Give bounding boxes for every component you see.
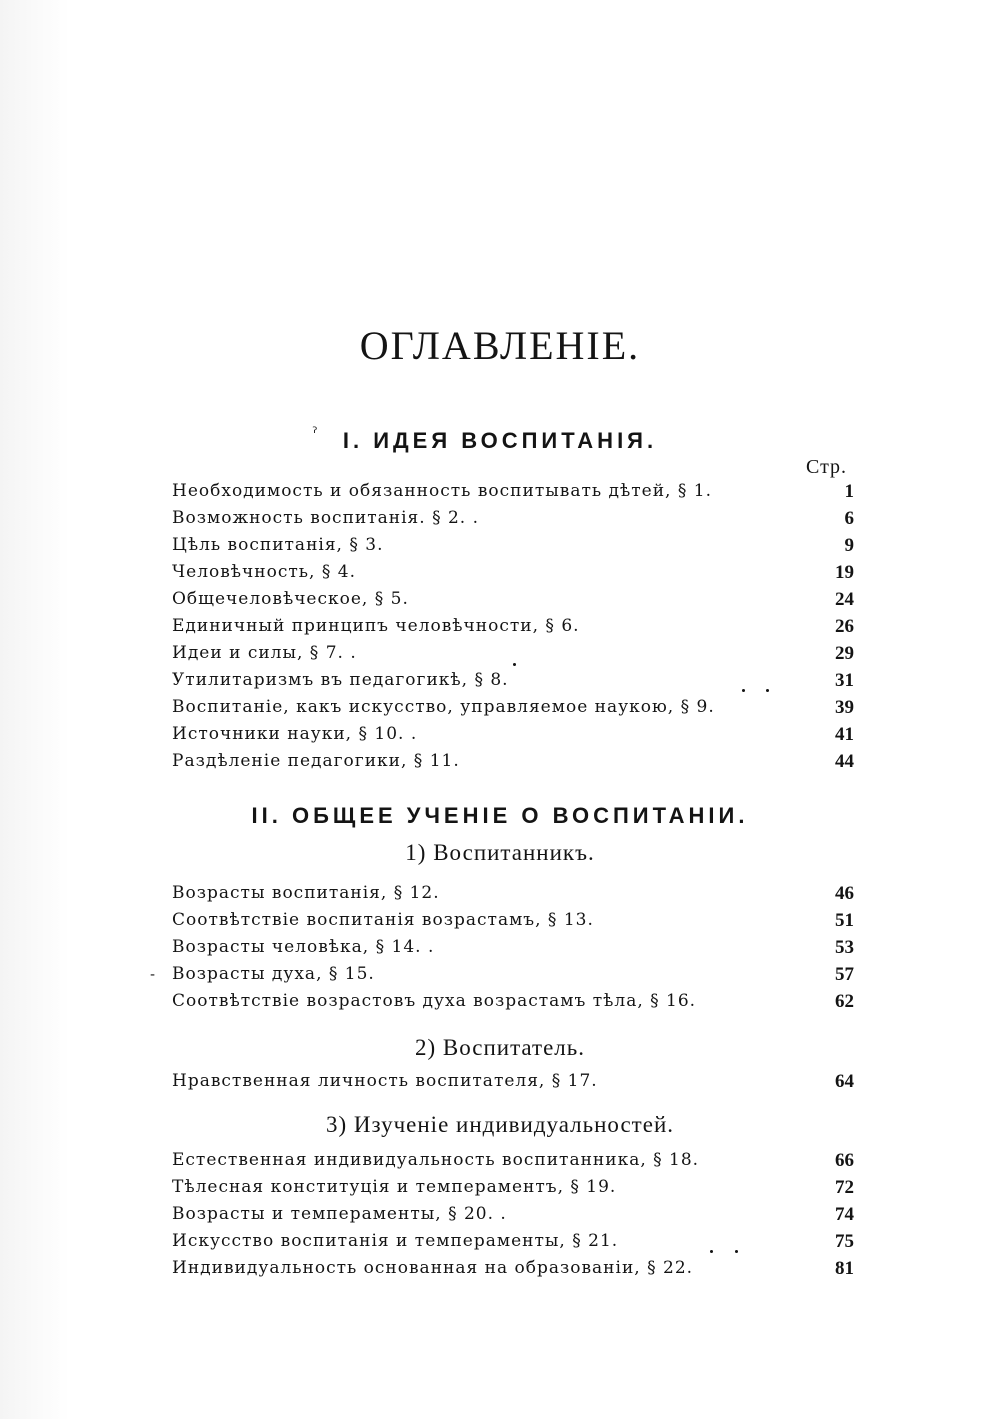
toc-entry-page: 19: [835, 562, 854, 583]
toc-entry-title: Возможность воспитанія. § 2. .: [172, 508, 480, 528]
toc-entry-title: Естественная индивидуальность воспитанника, § 18.: [172, 1150, 700, 1170]
toc-entry-page: 24: [835, 589, 854, 610]
toc-entry[interactable]: [172, 724, 862, 748]
toc-entry-title: Возрасты духа, § 15.: [172, 964, 375, 984]
toc-entry-page: 46: [835, 883, 854, 904]
section-heading: 3) Изученіе индивидуальностей.: [325, 1112, 675, 1137]
toc-entry-page: 72: [835, 1177, 854, 1198]
toc-entry-page: 44: [835, 751, 854, 772]
leader-dot: [735, 1250, 738, 1253]
toc-entry-page: 39: [835, 697, 854, 718]
toc-entry-title: Искусство воспитанія и темпераменты, § 21.: [172, 1231, 619, 1251]
toc-entry-title: Единичный принципъ человѣчности, § 6.: [172, 616, 580, 636]
margin-mark: ˀ: [312, 424, 318, 442]
toc-entry-page: 75: [835, 1231, 854, 1252]
toc-entry[interactable]: [172, 937, 862, 961]
leader-dot: [742, 689, 745, 692]
toc-entry-title: Общечеловѣческое, § 5.: [172, 589, 409, 609]
margin-dash: -: [150, 967, 156, 983]
page-column-label: Стр.: [806, 456, 848, 478]
part-2-heading: II. ОБЩЕЕ УЧЕНІЕ О ВОСПИТАНІИ.: [251, 803, 749, 828]
toc-entry-title: Человѣчность, § 4.: [172, 562, 356, 582]
toc-entry-title: Идеи и силы, § 7. .: [172, 643, 357, 663]
toc-entry-page: 1: [844, 481, 854, 502]
toc-entry-page: 6: [844, 508, 854, 529]
toc-entry-page: 74: [835, 1204, 854, 1225]
toc-entry[interactable]: [172, 910, 862, 934]
toc-entry-page: 64: [835, 1071, 854, 1092]
toc-entry-title: Воспитаніе, какъ искусство, управляемое наукою, § 9.: [172, 697, 715, 717]
toc-entry[interactable]: [172, 535, 862, 559]
toc-entry-title: Тѣлесная конституція и темпераментъ, § 19.: [172, 1177, 617, 1197]
toc-entry-page: 53: [835, 937, 854, 958]
toc-entry[interactable]: [172, 616, 862, 640]
toc-entry-title: Соотвѣтствіе воспитанія возрастамъ, § 13.: [172, 910, 594, 930]
toc-entry[interactable]: [172, 589, 862, 613]
toc-entry[interactable]: [172, 883, 862, 907]
toc-entry[interactable]: [172, 1150, 862, 1174]
toc-entry[interactable]: [172, 643, 862, 667]
toc-entry-title: Цѣль воспитанія, § 3.: [172, 535, 384, 555]
toc-entry-page: 66: [835, 1150, 854, 1171]
toc-entry[interactable]: [172, 964, 862, 988]
leader-dot: [513, 663, 516, 666]
toc-entry[interactable]: [172, 670, 862, 694]
toc-entry[interactable]: [172, 1204, 862, 1228]
toc-entry-page: 57: [835, 964, 854, 985]
toc-entry-page: 31: [835, 670, 854, 691]
toc-entry[interactable]: [172, 1231, 862, 1255]
toc-entry-title: Необходимость и обязанность воспитывать дѣтей, § 1.: [172, 481, 712, 501]
toc-entry-title: Индивидуальность основанная на образованіи, § 22.: [172, 1258, 694, 1278]
page-title: ОГЛАВЛЕНІЕ.: [359, 323, 641, 368]
leader-dot: [766, 689, 769, 692]
toc-entry[interactable]: [172, 562, 862, 586]
toc-entry[interactable]: [172, 751, 862, 775]
leader-dot: [710, 1250, 713, 1253]
toc-entry-title: Нравственная личность воспитателя, § 17.: [172, 1071, 598, 1091]
toc-entry-title: Раздѣленіе педагогики, § 11.: [172, 751, 460, 771]
toc-entry-title: Возрасты воспитанія, § 12.: [172, 883, 440, 903]
toc-entry-title: Источники науки, § 10. .: [172, 724, 418, 744]
part-1-heading: I. ИДЕЯ ВОСПИТАНІЯ.: [342, 428, 658, 453]
toc-entry-page: 29: [835, 643, 854, 664]
toc-entry[interactable]: [172, 1071, 862, 1095]
toc-entry[interactable]: [172, 481, 862, 505]
toc-entry-page: 62: [835, 991, 854, 1012]
toc-entry[interactable]: [172, 991, 862, 1015]
toc-entry-title: Утилитаризмъ въ педагогикѣ, § 8.: [172, 670, 509, 690]
toc-entry-title: Соотвѣтствіе возрастовъ духа возрастамъ тѣла, § 16.: [172, 991, 697, 1011]
toc-entry-page: 81: [835, 1258, 854, 1279]
toc-entry-title: Возрасты и темпераменты, § 20. .: [172, 1204, 507, 1224]
section-heading: 1) Воспитанникъ.: [405, 840, 595, 865]
toc-entry[interactable]: [172, 697, 862, 721]
toc-entry[interactable]: [172, 1258, 862, 1282]
toc-entry-page: 41: [835, 724, 854, 745]
section-heading: 2) Воспитатель.: [414, 1035, 586, 1060]
toc-entry[interactable]: [172, 1177, 862, 1201]
toc-entry-page: 9: [844, 535, 854, 556]
toc-entry-title: Возрасты человѣка, § 14. .: [172, 937, 435, 957]
toc-entry[interactable]: [172, 508, 862, 532]
toc-entry-page: 51: [835, 910, 854, 931]
toc-entry-page: 26: [835, 616, 854, 637]
